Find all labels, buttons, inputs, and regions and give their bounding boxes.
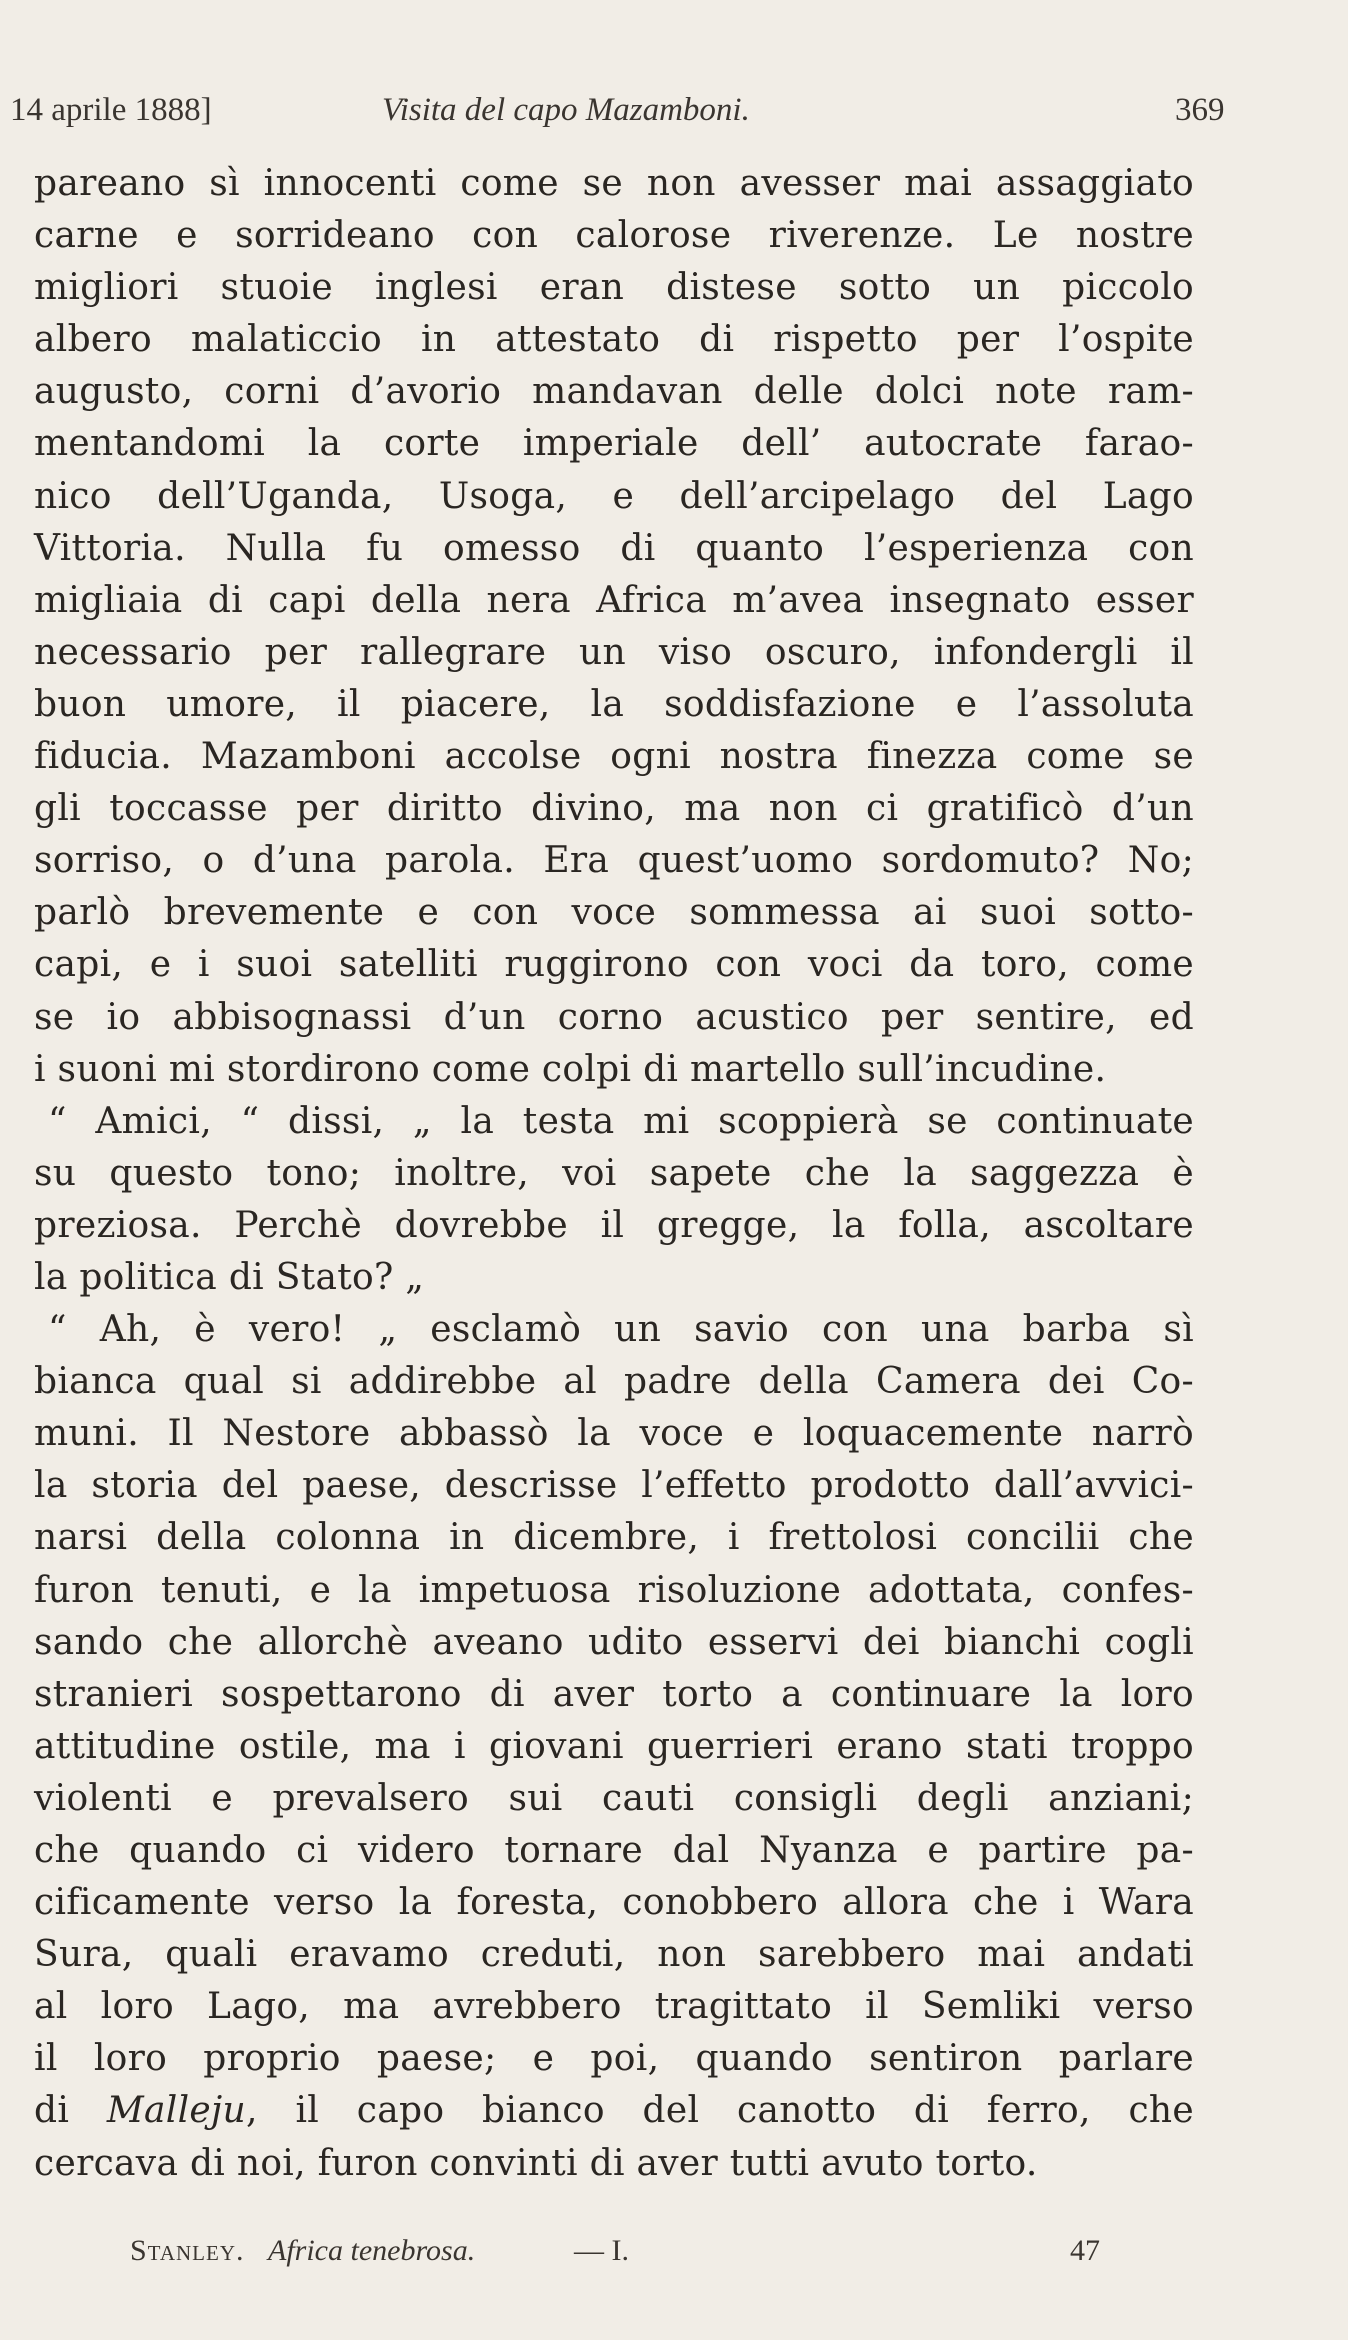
header-title: Visita del capo Mazamboni. [382, 92, 750, 128]
page-number: 369 [1175, 92, 1225, 128]
text-line: stranieri sospettarono di aver torto a continuare la loro [34, 1673, 1194, 1715]
text-line: capi, e i suoi satelliti ruggirono con voci da toro, come [34, 944, 1194, 986]
text-line: “ Ah, è vero! „ esclamò un savio con una barba sì [48, 1309, 1194, 1351]
italic-name: Malleju [106, 2090, 246, 2132]
text-line: necessario per rallegrare un viso oscuro, infondergli il [34, 631, 1194, 673]
text-line: muni. Il Nestore abbassò la voce e loquacemente narrò [34, 1413, 1194, 1455]
footer-volume: — I. [574, 2234, 629, 2267]
text-line: violenti e prevalsero sui cauti consigli degli anziani; [34, 1777, 1194, 1819]
text-line: sorriso, o d’una parola. Era quest’uomo sordomuto? No; [34, 840, 1194, 882]
text-line: mentandomi la corte imperiale dell’ autocrate farao- [34, 423, 1194, 465]
text-line: cificamente verso la foresta, conobbero allora che i Wara [34, 1882, 1194, 1924]
page-footer [0, 2234, 1348, 2284]
text-line: pareano sì innocenti come se non avesser mai assaggiato [34, 163, 1194, 204]
text-line: la politica di Stato? „ [34, 1256, 425, 1298]
text-line: fiducia. Mazamboni accolse ogni nostra finezza come se [34, 736, 1194, 778]
text-line: furon tenuti, e la impetuosa risoluzione adottata, confes- [34, 1569, 1194, 1611]
text-line-with-italic: di Malleju, il capo bianco del canotto di ferro, che [34, 2090, 1194, 2132]
text-line: cercava di noi, furon convinti di aver tutti avuto torto. [34, 2142, 1038, 2184]
header-date: 14 aprile 1888] [10, 92, 212, 128]
text-line: bianca qual si addirebbe al padre della Camera dei Co- [34, 1361, 1194, 1403]
text-line: il loro proprio paese; e poi, quando sentiron parlare [34, 2038, 1194, 2080]
text-line: albero malaticcio in attestato di rispetto per l’ospite [34, 319, 1194, 361]
text-line: migliori stuoie inglesi eran distese sotto un piccolo [34, 267, 1194, 309]
text-line: nico dell’Uganda, Usoga, e dell’arcipelago del Lago [34, 475, 1194, 517]
footer-signature: 47 [1070, 2234, 1100, 2267]
body-text [34, 158, 1194, 2190]
line-rest: il capo bianco del canotto di ferro, che [295, 2090, 1194, 2132]
text-line: Vittoria. Nulla fu omesso di quanto l’esperienza con [34, 527, 1194, 569]
footer-author: Stanley. [130, 2234, 245, 2267]
text-line: migliaia di capi della nera Africa m’avea insegnato esser [34, 579, 1194, 621]
text-line: su questo tono; inoltre, voi sapete che la saggezza è [34, 1152, 1194, 1194]
text-line: Sura, quali eravamo creduti, non sarebbero mai andati [34, 1934, 1194, 1976]
text-line: sando che allorchè aveano udito esservi dei bianchi cogli [34, 1621, 1194, 1663]
text-line: attitudine ostile, ma i giovani guerrieri erano stati troppo [34, 1725, 1194, 1767]
text-line: buon umore, il piacere, la soddisfazione e l’assoluta [34, 683, 1194, 725]
text-line: la storia del paese, descrisse l’effetto prodotto dall’avvici- [34, 1465, 1194, 1507]
line-prefix: di [34, 2090, 107, 2132]
running-header [0, 92, 1348, 142]
text-line: “ Amici, “ dissi, „ la testa mi scoppierà se continuate [48, 1100, 1194, 1142]
text-line: augusto, corni d’avorio mandavan delle dolci note ram- [34, 371, 1194, 413]
text-line: carne e sorrideano con calorose riverenze. Le nostre [34, 215, 1194, 257]
text-line: gli toccasse per diritto divino, ma non ci gratificò d’un [34, 788, 1194, 830]
text-line: al loro Lago, ma avrebbero tragittato il Semliki verso [34, 1986, 1194, 2028]
text-line: i suoni mi stordirono come colpi di martello sull’incudine. [34, 1048, 1107, 1090]
text-line: che quando ci videro tornare dal Nyanza e partire pa- [34, 1830, 1194, 1871]
text-line: narsi della colonna in dicembre, i frettolosi concilii che [34, 1517, 1194, 1559]
text-line: parlò brevemente e con voce sommessa ai suoi sotto- [34, 892, 1194, 934]
footer-book-title: Africa tenebrosa. [268, 2234, 476, 2267]
text-line: se io abbisognassi d’un corno acustico per sentire, ed [34, 996, 1194, 1038]
text-line: preziosa. Perchè dovrebbe il gregge, la folla, ascoltare [34, 1204, 1194, 1246]
